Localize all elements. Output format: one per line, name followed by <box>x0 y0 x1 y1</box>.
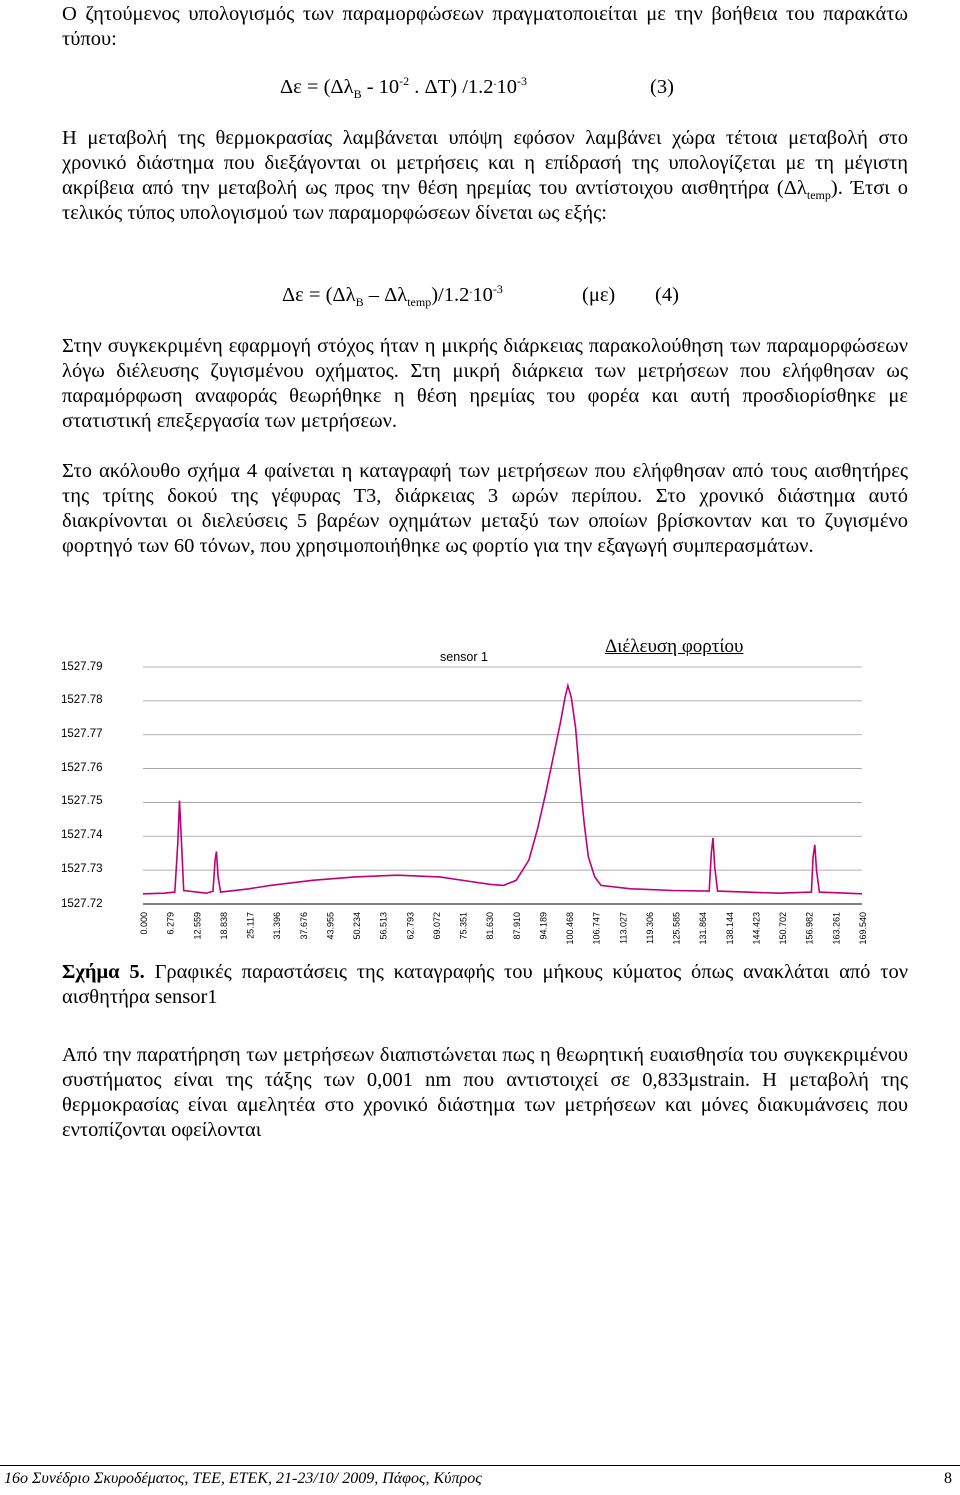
x-tick-label: 94.189 <box>538 912 549 940</box>
equation-4-number: (4) <box>655 284 679 306</box>
equation-4: $\Delta\varepsilon = (\Delta\lambda_B - \Delta\lambda_{temp})/1.2^.10^{-3}$ <box>282 282 503 310</box>
y-tick-label: 1527.75 <box>61 795 103 807</box>
y-tick-label: 1527.77 <box>61 728 103 740</box>
y-tick-label: 1527.73 <box>61 863 103 875</box>
x-tick-label: 163.261 <box>831 912 842 945</box>
x-tick-label: 100.468 <box>565 912 576 945</box>
x-tick-label: 125.585 <box>671 912 682 945</box>
x-tick-label: 50.234 <box>352 912 363 940</box>
x-tick-label: 87.910 <box>511 912 522 940</box>
chart-plot <box>0 620 960 950</box>
x-tick-label: 31.396 <box>272 912 283 940</box>
x-tick-label: 25.117 <box>245 912 256 939</box>
page-number: 8 <box>944 1470 952 1487</box>
x-tick-label: 150.702 <box>778 912 789 945</box>
equation-3: $\Delta\varepsilon = (\Delta\lambda_B - 10^{-2}$ . ΔT) $/1.2^.10^{-3}$ <box>280 74 528 102</box>
x-tick-label: 131.864 <box>698 912 709 945</box>
y-tick-label: 1527.76 <box>61 762 103 774</box>
x-tick-label: 169.540 <box>858 912 868 945</box>
x-tick-label: 18.838 <box>218 912 229 940</box>
x-tick-label: 6.279 <box>165 912 176 935</box>
application-paragraph: Στην συγκεκριμένη εφαρμογή στόχος ήταν η μικρής διάρκειας παρακολούθηση των παραμορφώσεων λόγω διέλευσης ζυγισμένου οχήματος. Στη μικρή διάρκεια των μετρήσεων που ελήφθησαν ως παραμόρφωση αναφοράς θεωρήθηκε η θέση ηρεμίας του φορέα και αυτή προσδιορίσθηκε με στατιστική επεξεργασία των μετρήσεων. <box>62 335 908 432</box>
footer-conference: 16ο Συνέδριο Σκυροδέματος, ΤΕΕ, ΕΤΕΚ, 21-23/10/ 2009, Πάφος, Κύπρος <box>4 1470 482 1487</box>
series-line-sensor-1 <box>143 686 862 894</box>
x-tick-label: 81.630 <box>485 912 496 940</box>
figure-caption: Σχήμα 5. Γραφικές παραστάσεις της καταγραφής του μήκους κύματος όπως ανακλάται από τον αισθητήρα sensor1 <box>62 961 908 1008</box>
load-crossing-annotation: Διέλευση φορτίου <box>605 636 744 657</box>
sensitivity-paragraph: Από την παρατήρηση των μετρήσεων διαπιστώνεται πως η θεωρητική ευαισθησία του συγκεκριμένου συστήματος είναι της τάξης των 0,001 nm που αντιστοιχεί σε 0,833μstrain. Η μεταβολή της θερμοκρασίας είναι αμελητέα στο χρονικό διάστημα των μετρήσεων και μόνες διακυμάνσεις που εντοπίζονται οφείλονται <box>62 1044 908 1141</box>
x-tick-label: 0.000 <box>139 912 149 935</box>
temperature-paragraph: Η μεταβολή της θερμοκρασίας λαμβάνεται υπόψη εφόσον λαμβάνει χώρα τέτοια μεταβολή στο χρονικό διάστημα που διεξάγονται οι μετρήσεις και η επίδρασή της υπολογίζεται με τη μέγιστη ακρίβεια από την μεταβολή ως προς την θέση ηρεμίας του αντίστοιχου αισθητήρα $(\Delta\lambda_{temp})$. Έτσι ο τελικός τύπος υπολογισμού των παραμορφώσεων δίνεται ως εξής: <box>62 127 908 224</box>
x-tick-label: 43.955 <box>325 912 336 940</box>
x-tick-label: 12.559 <box>192 912 203 940</box>
y-tick-label: 1527.74 <box>61 829 103 841</box>
x-tick-label: 62.793 <box>405 912 416 940</box>
x-tick-label: 75.351 <box>458 912 469 940</box>
x-tick-label: 144.423 <box>751 912 762 945</box>
equation-4-unit: (με) <box>582 284 616 306</box>
x-tick-label: 119.306 <box>644 912 655 944</box>
footer-rule <box>0 1465 960 1466</box>
y-tick-label: 1527.79 <box>61 661 103 673</box>
x-tick-label: 156.982 <box>804 912 815 945</box>
x-tick-label: 56.513 <box>378 912 389 940</box>
x-tick-label: 69.072 <box>431 912 442 940</box>
x-tick-label: 113.027 <box>618 912 629 944</box>
y-tick-label: 1527.78 <box>61 694 103 706</box>
x-tick-label: 138.144 <box>724 912 735 945</box>
wavelength-chart <box>0 620 960 950</box>
intro-paragraph: Ο ζητούμενος υπολογισμός των παραμορφώσεων πραγματοποιείται με την βοήθεια του παρακάτω τύπου: <box>62 3 908 50</box>
equation-3-number: (3) <box>650 76 674 98</box>
x-tick-label: 106.747 <box>591 912 602 945</box>
x-tick-label: 37.676 <box>298 912 309 940</box>
y-tick-label: 1527.72 <box>61 898 103 910</box>
series-label: sensor 1 <box>440 650 488 664</box>
figure-description-paragraph: Στο ακόλουθο σχήμα 4 φαίνεται η καταγραφή των μετρήσεων που ελήφθησαν από τους αισθητήρες της τρίτης δοκού της γέφυρας Τ3, διάρκειας 3 ωρών περίπου. Στο χρονικό διάστημα αυτό διακρίνονται οι διελεύσεις 5 βαρέων οχημάτων μεταξύ των οποίων βρίσκονταν και το ζυγισμένο φορτηγό των 60 τόνων, που χρησιμοποιήθηκε ως φορτίο για την εξαγωγή συμπερασμάτων. <box>62 460 908 557</box>
